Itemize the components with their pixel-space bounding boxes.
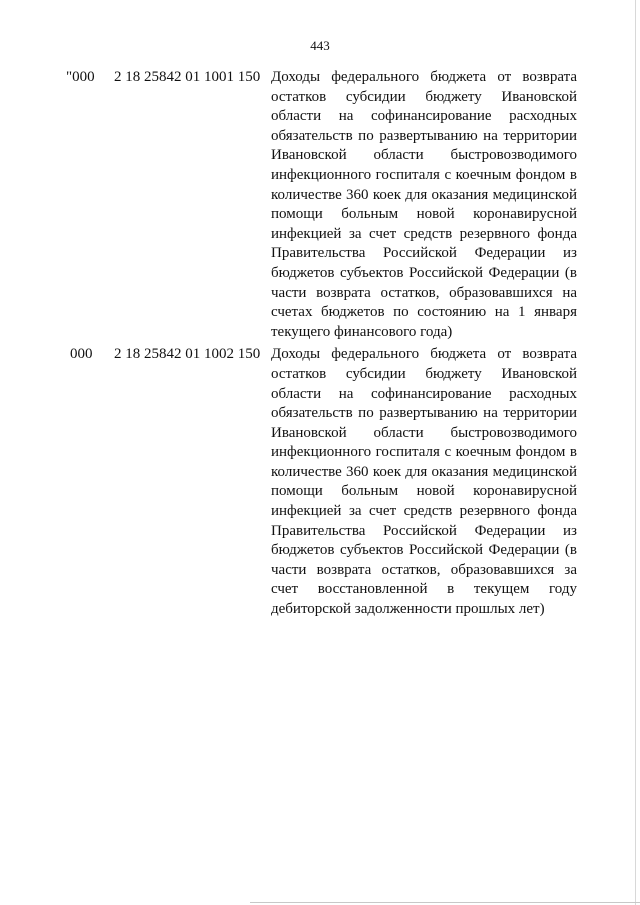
scan-edge-line <box>250 902 640 903</box>
table-row <box>66 68 586 342</box>
income-description: Доходы федерального бюджета от возврата остатков субсидии бюджету Ивановской области на софинансирование расходных обязательств по развертыванию на территории Ивановской области быстровозводимого инфекционного госпиталя с коечным фондом в количестве 360 коек для оказания медицинской помощи больным новой коронавирусной инфекцией за счет средств резервного фонда Правительства Российской Федерации из бюджетов субъектов Российской Федерации (в части возврата остатков, образовавшихся на счетах бюджетов по состоянию на 1 января текущего финансового года) <box>271 69 577 340</box>
administrator-code: "000 <box>66 69 95 85</box>
budget-classification-code: 2 18 25842 01 1001 150 <box>114 69 261 85</box>
table-row <box>66 345 586 619</box>
income-description: Доходы федерального бюджета от возврата остатков субсидии бюджету Ивановской области на софинансирование расходных обязательств по развертыванию на территории Ивановской области быстровозводимого инфекционного госпиталя с коечным фондом в количестве 360 коек для оказания медицинской помощи больным новой коронавирусной инфекцией за счет средств резервного фонда Правительства Российской Федерации из бюджетов субъектов Российской Федерации (в части возврата остатков, образовавшихся за счет восстановленной в текущем году дебиторской задолженности прошлых лет) <box>271 346 577 618</box>
page-number: 443 <box>310 38 330 53</box>
income-codes-table <box>66 68 586 623</box>
administrator-code: 000 <box>70 346 93 363</box>
scan-edge-line <box>635 0 636 905</box>
budget-classification-code: 2 18 25842 01 1002 150 <box>114 346 261 363</box>
